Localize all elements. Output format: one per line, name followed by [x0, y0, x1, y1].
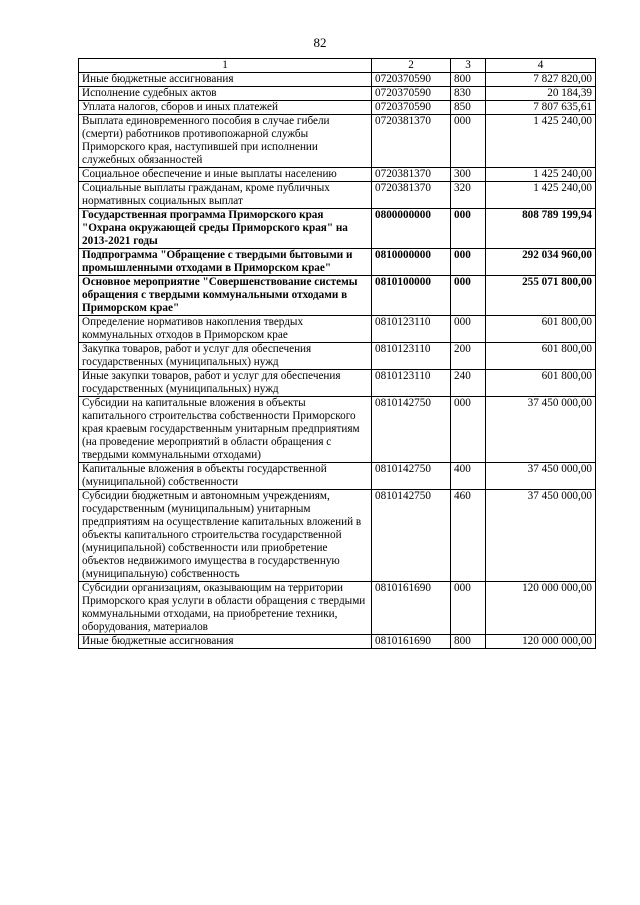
row-name-cell: Иные бюджетные ассигнования	[79, 73, 372, 87]
row-type-cell: 240	[451, 370, 486, 397]
table-row	[79, 343, 596, 370]
row-amount-cell: 120 000 000,00	[486, 635, 596, 649]
table-row	[79, 490, 596, 582]
row-amount-cell: 7 807 635,61	[486, 101, 596, 115]
row-name-cell: Субсидии бюджетным и автономным учреждениям, государственным (муниципальным) унитарным предприятиям на осуществление капитальных вложений в объекты капитального строительства государственной (муниципальной) собственности или приобретение объектов недвижимого имущества в государственную (муниципальную) собственность	[79, 490, 372, 582]
row-type-cell: 300	[451, 168, 486, 182]
row-code-cell: 0810123110	[372, 343, 451, 370]
budget-table	[78, 58, 596, 649]
row-type-cell: 400	[451, 463, 486, 490]
row-code-cell: 0720381370	[372, 115, 451, 168]
table-row	[79, 463, 596, 490]
table-row	[79, 209, 596, 249]
row-amount-cell: 255 071 800,00	[486, 276, 596, 316]
table-header-row	[79, 59, 596, 73]
table-row	[79, 276, 596, 316]
row-name-cell: Закупка товаров, работ и услуг для обеспечения государственных (муниципальных) нужд	[79, 343, 372, 370]
row-name-cell: Подпрограмма "Обращение с твердыми бытовыми и промышленными отходами в Приморском крае"	[79, 249, 372, 276]
row-code-cell: 0810161690	[372, 582, 451, 635]
row-amount-cell: 601 800,00	[486, 370, 596, 397]
row-name-cell: Субсидии на капитальные вложения в объекты капитального строительства собственности Приморского края краевым государственным унитарным предприятиям (на проведение мероприятий в области обращения с твердыми коммунальными отходами)	[79, 397, 372, 463]
table-row	[79, 101, 596, 115]
row-type-cell: 850	[451, 101, 486, 115]
row-code-cell: 0810000000	[372, 249, 451, 276]
row-code-cell: 0720370590	[372, 87, 451, 101]
table-row	[79, 115, 596, 168]
row-code-cell: 0810142750	[372, 490, 451, 582]
row-type-cell: 320	[451, 182, 486, 209]
row-amount-cell: 120 000 000,00	[486, 582, 596, 635]
row-type-cell: 000	[451, 316, 486, 343]
row-amount-cell: 292 034 960,00	[486, 249, 596, 276]
row-amount-cell: 7 827 820,00	[486, 73, 596, 87]
row-name-cell: Иные бюджетные ассигнования	[79, 635, 372, 649]
row-name-cell: Исполнение судебных актов	[79, 87, 372, 101]
header-col-3: 3	[451, 59, 486, 73]
page-number: 82	[313, 35, 327, 50]
row-code-cell: 0810123110	[372, 370, 451, 397]
header-col-1: 1	[79, 59, 372, 73]
row-code-cell: 0800000000	[372, 209, 451, 249]
row-type-cell: 000	[451, 209, 486, 249]
row-amount-cell: 37 450 000,00	[486, 397, 596, 463]
row-code-cell: 0810123110	[372, 316, 451, 343]
row-name-cell: Социальное обеспечение и иные выплаты населению	[79, 168, 372, 182]
header-col-2: 2	[372, 59, 451, 73]
table-row	[79, 582, 596, 635]
row-amount-cell: 601 800,00	[486, 343, 596, 370]
row-amount-cell: 1 425 240,00	[486, 182, 596, 209]
row-code-cell: 0720381370	[372, 168, 451, 182]
table-row	[79, 397, 596, 463]
table-row	[79, 635, 596, 649]
row-name-cell: Иные закупки товаров, работ и услуг для обеспечения государственных (муниципальных) нужд	[79, 370, 372, 397]
row-name-cell: Основное мероприятие "Совершенствование системы обращения с твердыми коммунальными отходами в Приморском крае"	[79, 276, 372, 316]
row-type-cell: 000	[451, 276, 486, 316]
row-name-cell: Социальные выплаты гражданам, кроме публичных нормативных социальных выплат	[79, 182, 372, 209]
table-row	[79, 249, 596, 276]
row-type-cell: 000	[451, 397, 486, 463]
budget-table-body	[79, 59, 596, 649]
row-name-cell: Уплата налогов, сборов и иных платежей	[79, 101, 372, 115]
row-amount-cell: 1 425 240,00	[486, 115, 596, 168]
row-type-cell: 000	[451, 582, 486, 635]
row-amount-cell: 37 450 000,00	[486, 490, 596, 582]
row-name-cell: Выплата единовременного пособия в случае гибели (смерти) работников противопожарной службы Приморского края, наступившей при исполнении служебных обязанностей	[79, 115, 372, 168]
row-amount-cell: 1 425 240,00	[486, 168, 596, 182]
row-name-cell: Субсидии организациям, оказывающим на территории Приморского края услуги в области обращения с твердыми коммунальными отходами, на приобретение техники, оборудования, материалов	[79, 582, 372, 635]
row-code-cell: 0720381370	[372, 182, 451, 209]
row-code-cell: 0810161690	[372, 635, 451, 649]
row-type-cell: 800	[451, 635, 486, 649]
row-amount-cell: 601 800,00	[486, 316, 596, 343]
row-type-cell: 200	[451, 343, 486, 370]
row-type-cell: 800	[451, 73, 486, 87]
row-type-cell: 000	[451, 249, 486, 276]
row-amount-cell: 37 450 000,00	[486, 463, 596, 490]
table-row	[79, 87, 596, 101]
row-code-cell: 0810100000	[372, 276, 451, 316]
header-col-4: 4	[486, 59, 596, 73]
row-code-cell: 0810142750	[372, 463, 451, 490]
table-row	[79, 168, 596, 182]
row-code-cell: 0810142750	[372, 397, 451, 463]
row-name-cell: Государственная программа Приморского края "Охрана окружающей среды Приморского края" на 2013-2021 годы	[79, 209, 372, 249]
row-code-cell: 0720370590	[372, 73, 451, 87]
row-amount-cell: 808 789 199,94	[486, 209, 596, 249]
row-amount-cell: 20 184,39	[486, 87, 596, 101]
row-type-cell: 460	[451, 490, 486, 582]
table-row	[79, 370, 596, 397]
table-row	[79, 73, 596, 87]
row-name-cell: Капитальные вложения в объекты государственной (муниципальной) собственности	[79, 463, 372, 490]
row-type-cell: 000	[451, 115, 486, 168]
table-row	[79, 316, 596, 343]
row-name-cell: Определение нормативов накопления твердых коммунальных отходов в Приморском крае	[79, 316, 372, 343]
row-code-cell: 0720370590	[372, 101, 451, 115]
row-type-cell: 830	[451, 87, 486, 101]
table-row	[79, 182, 596, 209]
